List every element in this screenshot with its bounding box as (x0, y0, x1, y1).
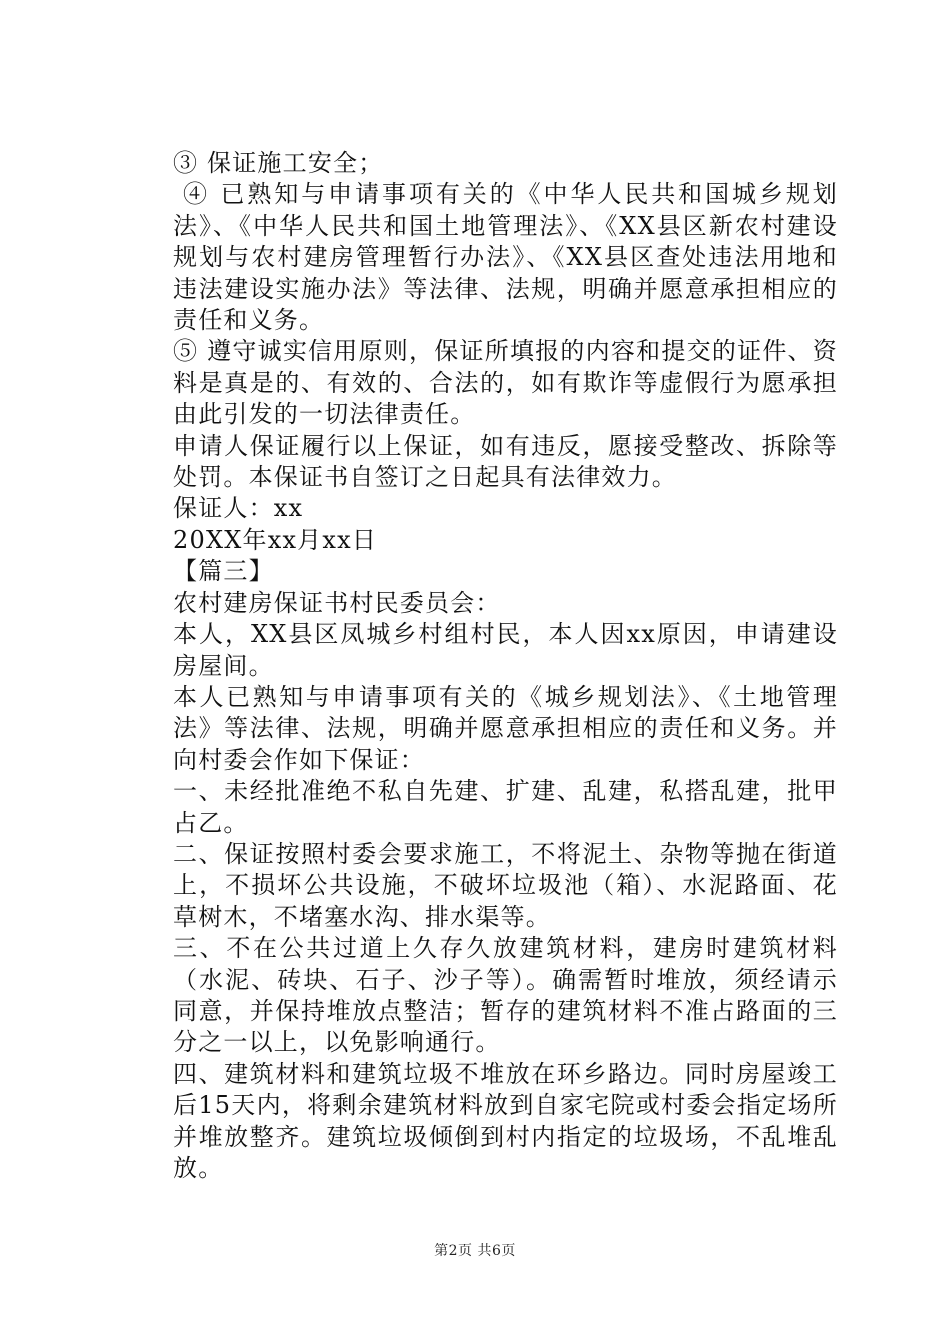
guarantee-statement: 申请人保证履行以上保证，如有违反，愿接受整改、拆除等处罚。本保证书自签订之日起具有法律效力。 (173, 431, 838, 492)
law-acknowledgement: 本人已熟知与申请事项有关的《城乡规划法》、《土地管理法》等法律、法规，明确并愿意承担相应的责任和义务。并向村委会作如下保证： (173, 682, 838, 774)
paragraph-item-3: ③ 保证施工安全； (173, 149, 384, 177)
applicant-intro: 本人，XX县区凤城乡村组村民，本人因xx原因，申请建设房屋间。 (173, 620, 838, 680)
clause-three: 三、不在公共过道上久存久放建筑材料，建房时建筑材料（水泥、砖块、石子、沙子等）。确需暂时堆放，须经请示同意，并保持堆放点整洁；暂存的建筑材料不准占路面的三分之一以上，以免影响通行。 (173, 934, 838, 1057)
clause-four: 四、建筑材料和建筑垃圾不堆放在环乡路边。同时房屋竣工后15天内，将剩余建筑材料放到自家宅院或村委会指定场所并堆放整齐。建筑垃圾倾倒到村内指定的垃圾场，不乱堆乱放。 (173, 1059, 838, 1182)
document-body (173, 148, 838, 1184)
clause-two: 二、保证按照村委会要求施工，不将泥土、杂物等抛在街道上，不损坏公共设施，不破坏垃圾池（箱）、水泥路面、花草树木，不堵塞水沟、排水渠等。 (173, 839, 838, 931)
page-number-footer: 第2页 共6页 (434, 1243, 516, 1259)
clause-one: 一、未经批准绝不私自先建、扩建、乱建，私搭乱建，批甲占乙。 (173, 777, 838, 837)
section-heading: 【篇三】 (173, 557, 274, 586)
date-line: 20XX年xx月xx日 (173, 525, 378, 554)
guarantor-line: 保证人：xx (173, 494, 304, 523)
paragraph-item-4: ④ 已熟知与申请事项有关的《中华人民共和国城乡规划法》、《中华人民共和国土地管理法》、《XX县区新农村建设规划与农村建房管理暂行办法》、《XX县区查处违法用地和违法建设实施办法》等法律、法规，明确并愿意承担相应的责任和义务。 (173, 180, 838, 335)
paragraph-item-5: ⑤ 遵守诚实信用原则，保证所填报的内容和提交的证件、资料是真是的、有效的、合法的，如有欺诈等虚假行为愿承担由此引发的一切法律责任。 (173, 337, 838, 429)
addressee-line: 农村建房保证书村民委员会： (173, 588, 501, 617)
